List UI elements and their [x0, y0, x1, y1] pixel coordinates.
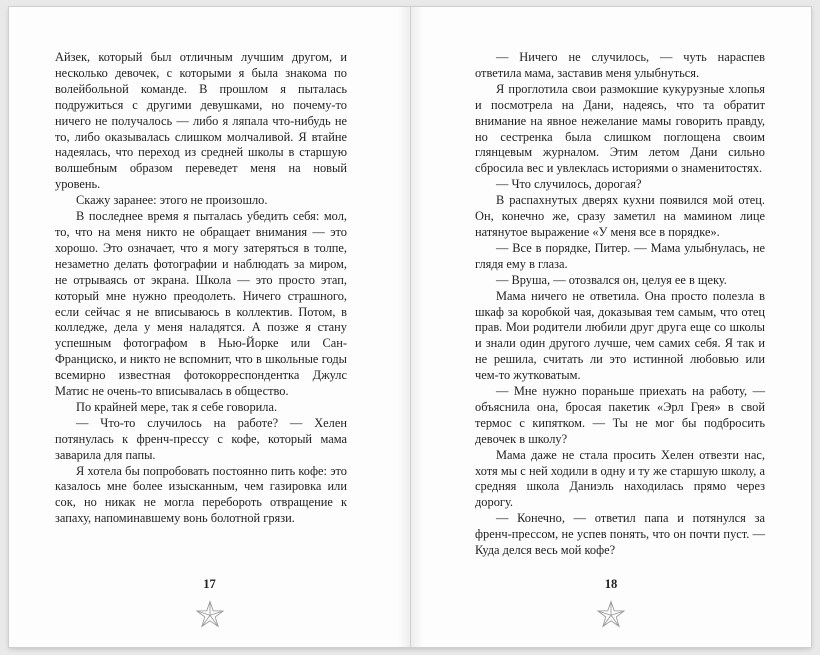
paragraph: Я проглотила свои размокшие кукурузные хлопья и посмотрела на Дани, надеясь, что та обратит внимание на явное нежелание мамы говорить правду, но сестренка была слишком поглощена своим глянцевым журналом. Этим летом Дани сильно сбросила вес и увлеклась историями о знаменитостях. — [475, 81, 765, 176]
page-left-text — [55, 50, 347, 527]
paragraph: В последнее время я пыталась убедить себя: мол, то, что на меня никто не обращает внимания — это хорошо. Это означает, что я могу затеряться в толпе, незаметно делать фотографии и наблюдать за миром, не отрываясь от экрана. Школа — это просто этап, который мне нужно преодолеть. Ничего страшного, если сейчас я не вписываюсь в коллектив. Потом, в колледже, дела у меня наладятся. А позже я стану успешным фотографом в Нью-Йорке или Сан-Франциско, и никто не вспомнит, что в школьные годы всемирно известная фотокорреспондентка Джулс Матис не очень-то вписывалась в общество. — [55, 209, 347, 399]
paragraph: — Ничего не случилось, — чуть нараспев ответила мама, заставив меня улыбнуться. — [475, 50, 765, 80]
page-right — [410, 7, 811, 647]
paragraph: — Все в порядке, Питер. — Мама улыбнулась, не глядя ему в глаза. — [475, 240, 765, 271]
paragraph: По крайней мере, так я себе говорила. — [76, 399, 278, 414]
page-number-left: 17 — [203, 577, 216, 591]
page-number-right: 18 — [604, 577, 618, 591]
paragraph: Мама ничего не ответила. Она просто полезла в шкаф за коробкой чая, доказывая тем самым, что отец прав. Мои родители любили друг друга еще со школы и знали один другого лучше, чем самих себя. Я так и не решила, считать ли это истинной любовью или чем-то жутковатым. — [475, 288, 765, 383]
star-ornament-icon — [596, 599, 626, 629]
paragraph: Айзек, который был отличным лучшим другом, и несколько девочек, с которыми я была знакома по волейбольной команде. В прошлом я пыталась подружиться с другими девушками, но почему-то ничего не получалось — либо я ляпала что-нибудь не то, либо оказывалась слишком молчаливой. Я втайне надеялась, что переход из средней школы в старшую волшебным образом переведет меня на новый уровень. — [55, 50, 347, 192]
page-left — [9, 7, 410, 647]
paragraph: — Что случилось, дорогая? — [496, 177, 642, 192]
paragraph: — Вруша, — отозвался он, целуя ее в щеку. — [496, 272, 727, 287]
paragraph: — Что-то случилось на работе? — Хелен потянулась к френч-прессу с кофе, который мама заварила для папы. — [55, 415, 347, 462]
paragraph: — Мне нужно пораньше приехать на работу, — объяснила она, бросая пакетик «Эрл Грея» в свой термос с кипятком. — Ты не мог бы подбросить девочек в школу? — [475, 384, 765, 446]
book-spread — [9, 7, 811, 647]
star-ornament-icon — [195, 599, 225, 629]
page-ornament-left — [9, 599, 410, 629]
paragraph: — Конечно, — ответил папа и потянулся за френч-прессом, не успев понять, что он почти пуст. — Куда делся весь мой кофе? — [475, 511, 765, 558]
paragraph: Мама даже не стала просить Хелен отвезти нас, хотя мы с ней ходили в одну и ту же старшую школу, а средняя школа Даниэль находилась прямо через дорогу. — [475, 447, 765, 510]
paragraph: Я хотела бы попробовать постоянно пить кофе: это казалось мне более изысканным, чем газировка или сок, но никак не могла перебороть отвращение к запаху, напоминавшему вонь болотной грязи. — [55, 463, 347, 526]
page-right-text — [475, 50, 765, 559]
paragraph: В распахнутых дверях кухни появился мой отец. Он, конечно же, сразу заметил на мамином лице натянутое выражение «У меня все в порядке». — [475, 193, 765, 239]
paragraph: Скажу заранее: этого не произошло. — [76, 193, 268, 208]
page-ornament-right — [411, 599, 811, 629]
